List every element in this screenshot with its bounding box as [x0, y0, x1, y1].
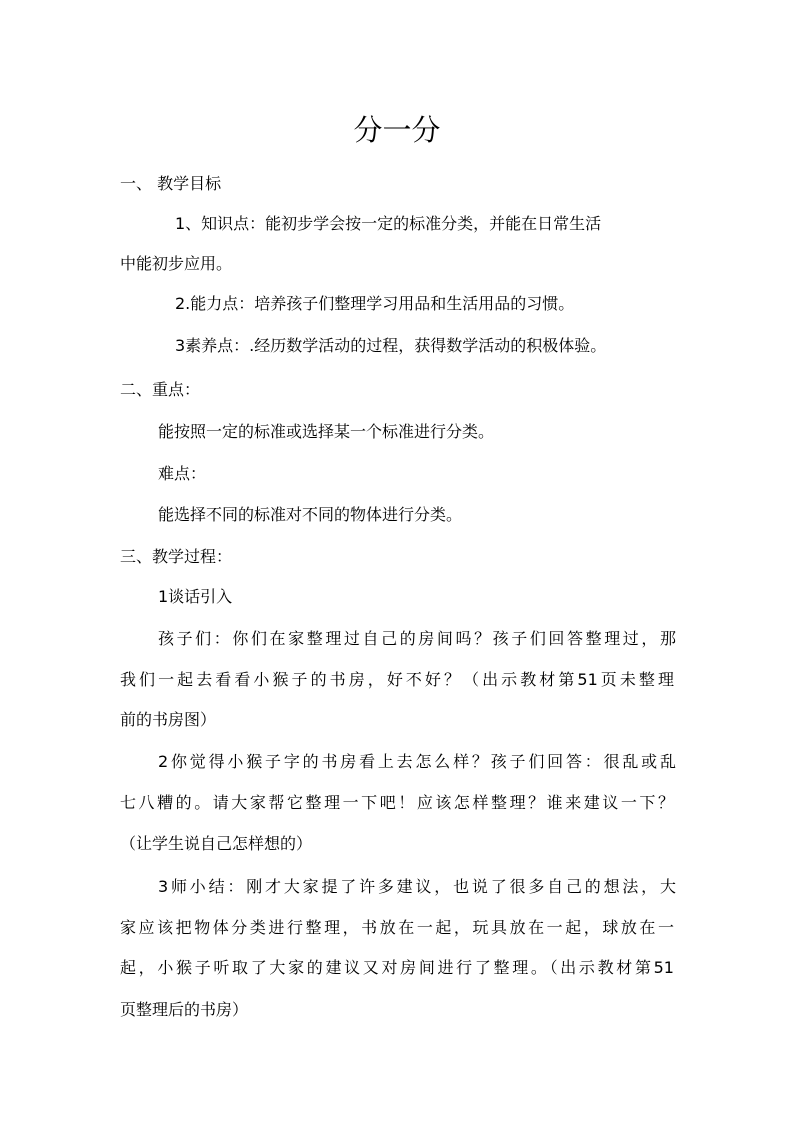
paragraph-knowledge-point: 1、知识点：能初步学会按一定的标准分类，并能在日常生活: [175, 214, 602, 233]
step-3-paragraph-line-2: 家应该把物体分类进行整理，书放在一起，玩具放在一起，球放在一: [120, 918, 674, 937]
document-title: 分一分: [353, 113, 441, 147]
section-heading-key-points: 二、重点：: [120, 380, 201, 399]
paragraph-literacy-point: 3素养点：.经历数学活动的过程，获得数学活动的积极体验。: [175, 336, 607, 355]
step-1-paragraph-line-1: 孩子们：你们在家整理过自己的房间吗？孩子们回答整理过，那: [158, 629, 676, 648]
step-1-paragraph-line-2: 我们一起去看看小猴子的书房，好不好？（出示教材第51页未整理: [120, 670, 674, 689]
step-2-paragraph-line-3: （让学生说自己怎样想的）: [120, 834, 313, 853]
paragraph-key-point: 能按照一定的标准或选择某一个标准进行分类。: [158, 422, 495, 441]
paragraph-difficulty: 能选择不同的标准对不同的物体进行分类。: [158, 505, 463, 524]
step-2-paragraph-line-1: 2你觉得小猴子字的书房看上去怎么样？孩子们回答：很乱或乱: [158, 752, 676, 771]
step-1-heading: 1谈话引入: [158, 587, 233, 606]
step-3-paragraph-line-4: 页整理后的书房）: [120, 1000, 249, 1019]
section-heading-process: 三、教学过程：: [120, 547, 233, 566]
step-2-paragraph-line-2: 七八糟的。请大家帮它整理一下吧！应该怎样整理？谁来建议一下？: [120, 793, 674, 812]
step-1-paragraph-line-3: 前的书房图）: [120, 710, 217, 729]
subheading-difficulty: 难点：: [158, 464, 207, 483]
step-3-paragraph-line-1: 3师小结：刚才大家提了许多建议，也说了很多自己的想法，大: [158, 877, 676, 896]
step-3-paragraph-line-3: 起，小猴子听取了大家的建议又对房间进行了整理。（出示教材第51: [120, 958, 674, 977]
paragraph-ability-point: 2.能力点：培养孩子们整理学习用品和生活用品的习惯。: [175, 294, 575, 313]
paragraph-knowledge-point-cont: 中能初步应用。: [120, 254, 233, 273]
section-heading-objectives: 一、 教学目标: [120, 174, 222, 193]
